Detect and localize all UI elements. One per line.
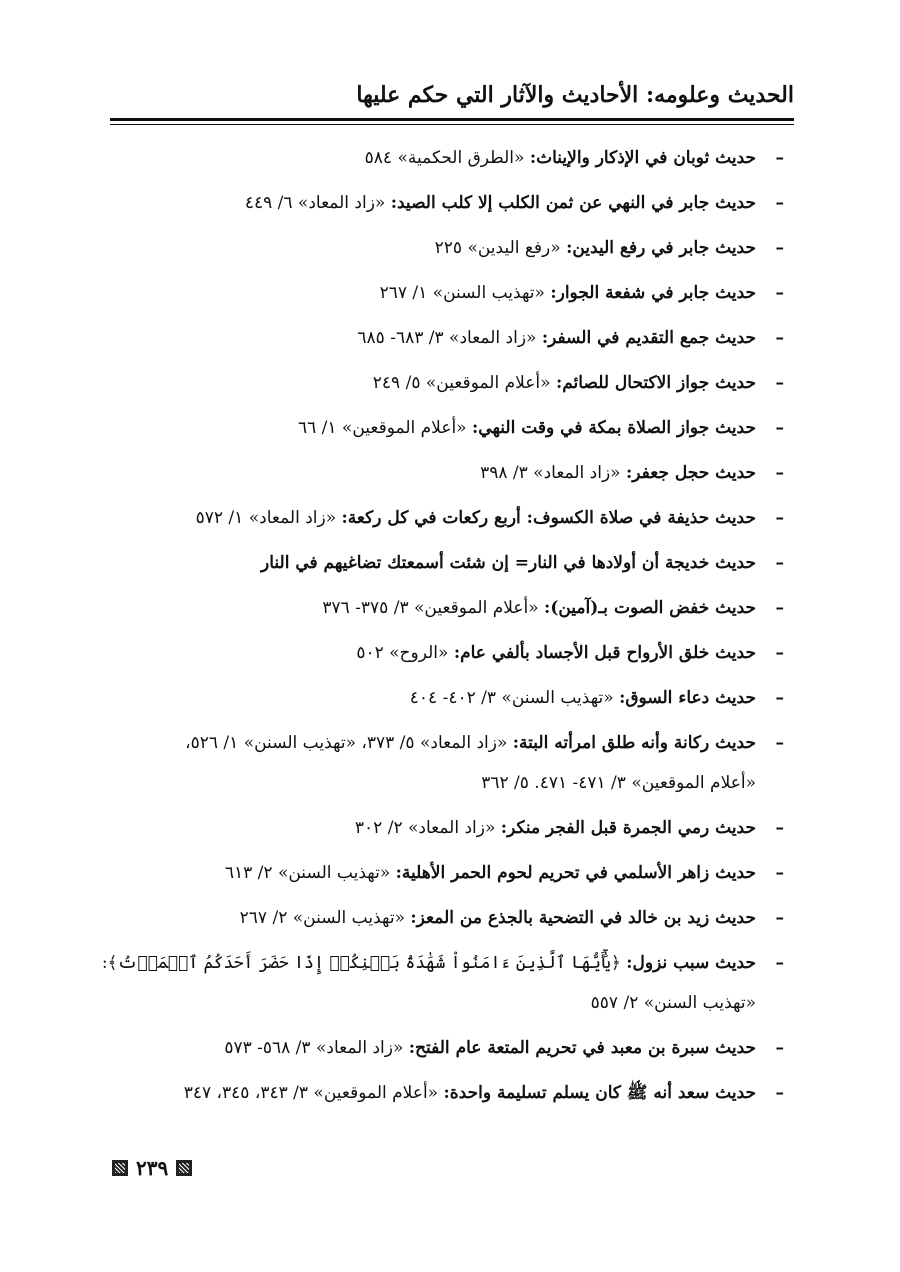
entry-source: «أعلام الموقعين» ٥/ ٢٤٩ [372,373,551,393]
entry-source: «تهذيب السنن» ١/ ٢٦٧ [379,283,545,303]
entry-source: «أعلام الموقعين» ١/ ٦٦ [297,418,467,438]
entry-source: «زاد المعاد» ٥/ ٣٧٣، «تهذيب السنن» ١/ ٥٢٦، [185,733,508,753]
dash-marker: – [775,418,784,438]
dash-marker: – [775,1083,784,1103]
entry-title: حديث دعاء السوق: [619,688,756,708]
dash-marker: – [775,598,784,618]
entry-title: حديث خديجة أن أولادها في النار= إن شئت أسمعتك تضاغيهم في النار [261,553,756,573]
list-item [94,1026,794,1071]
list-item [94,226,794,271]
list-item [94,586,794,631]
dash-marker: – [775,373,784,393]
entry-title: حديث جابر في رفع اليدين: [566,238,756,258]
list-item [94,406,794,451]
list-item [94,806,794,851]
entry-source: «زاد المعاد» ٣/ ٥٦٨- ٥٧٣ [224,1038,404,1058]
entry-source: «زاد المعاد» ٣/ ٦٨٣- ٦٨٥ [357,328,537,348]
entry-title: حديث جواز الصلاة بمكة في وقت النهي: [472,418,756,438]
entry-source: «الروح» ٥٠٢ [356,643,449,663]
header-rule-thin [110,124,794,125]
list-item [94,1071,794,1116]
list-item [94,496,794,541]
list-item [94,316,794,361]
entry-title: حديث رمي الجمرة قبل الفجر منكر: [500,818,756,838]
dash-marker: – [775,643,784,663]
dash-marker: – [775,953,784,973]
entry-title: حديث جمع التقديم في السفر: [541,328,756,348]
dash-marker: – [775,328,784,348]
entry-title: حديث جابر في شفعة الجوار: [550,283,756,303]
entry-source: «تهذيب السنن» ٢/ ٢٦٧ [239,908,405,928]
entry-title: حديث خفض الصوت بـ(آمين): [544,598,756,618]
dash-marker: – [775,148,784,168]
entry-title: حديث ثوبان في الإذكار والإيناث: [529,148,756,168]
entry-title: حديث جواز الاكتحال للصائم: [555,373,756,393]
entry-source-continuation: «أعلام الموقعين» ٣/ ٤٧١- ٤٧١. ٥/ ٣٦٢ [481,773,756,793]
dash-marker: – [775,283,784,303]
list-item [94,721,794,806]
list-item [94,941,794,1026]
ornament-right-icon [176,1160,192,1176]
dash-marker: – [775,863,784,883]
entry-source: «زاد المعاد» ٣/ ٣٩٨ [480,463,621,483]
dash-marker: – [775,553,784,573]
dash-marker: – [775,688,784,708]
list-item [94,136,794,181]
page-number: ٢٣٩ [136,1156,169,1180]
entry-title: حديث سبرة بن معبد في تحريم المتعة عام الفتح: [408,1038,756,1058]
entry-title: حديث حجل جعفر: [625,463,756,483]
entry-title: حديث زاهر الأسلمي في تحريم لحوم الحمر الأهلية: [395,863,756,883]
page-footer [112,1156,192,1180]
list-item [94,851,794,896]
list-item [94,361,794,406]
entry-source: «تهذيب السنن» ٢/ ٦١٣ [224,863,391,883]
hadith-index-list [94,136,794,1116]
entry-title: حديث زيد بن خالد في التضحية بالجذع من المعز: [410,908,756,928]
entry-source: «زاد المعاد» ١/ ٥٧٢ [195,508,337,528]
dash-marker: – [775,463,784,483]
entry-title: حديث خلق الأرواح قبل الأجساد بألفي عام: [453,643,756,663]
running-header-title: الحديث وعلومه: الأحاديث والآثار التي حكم عليها [356,82,794,108]
dash-marker: – [775,818,784,838]
list-item [94,631,794,676]
dash-marker: – [775,1038,784,1058]
list-item [94,896,794,941]
entry-title: حديث ركانة وأنه طلق امرأته البتة: [512,733,756,753]
list-item [94,451,794,496]
list-item [94,181,794,226]
ornament-left-icon [112,1160,128,1176]
quran-verse: ﴿يَٰٓأَيُّهَا ٱلَّذِينَ ءَامَنُواْ شَهَٰدَةُ بَيۡنِكُمۡ إِذَا حَضَرَ أَحَدَكُمُ ٱلۡمَوۡتُ﴾: [101,953,621,973]
entry-title: حديث حذيفة في صلاة الكسوف: أربع ركعات في كل ركعة: [341,508,756,528]
entry-source: «أعلام الموقعين» ٣/ ٣٧٥- ٣٧٦ [322,598,539,618]
dash-marker: – [775,238,784,258]
entry-source: «أعلام الموقعين» ٣/ ٣٤٣، ٣٤٥، ٣٤٧ [183,1083,439,1103]
entry-source-continuation: «تهذيب السنن» ٢/ ٥٥٧ [590,993,756,1013]
dash-marker: – [775,193,784,213]
entry-title: حديث سعد أنه ﷺ كان يسلم تسليمة واحدة: [443,1083,756,1103]
dash-marker: – [775,733,784,753]
entry-source: «رفع اليدين» ٢٢٥ [434,238,561,258]
list-item [94,676,794,721]
dash-marker: – [775,908,784,928]
entry-source: «زاد المعاد» ٦/ ٤٤٩ [244,193,386,213]
dash-marker: – [775,508,784,528]
entry-source: «الطرق الحكمية» ٥٨٤ [364,148,525,168]
entry-title: حديث سبب نزول: [626,953,756,973]
entry-source: «تهذيب السنن» ٣/ ٤٠٢- ٤٠٤ [409,688,614,708]
entry-title: حديث جابر في النهي عن ثمن الكلب إلا كلب الصيد: [390,193,756,213]
header-rule-thick [110,118,794,121]
list-item [94,541,794,586]
entry-source: «زاد المعاد» ٢/ ٣٠٢ [354,818,496,838]
list-item [94,271,794,316]
